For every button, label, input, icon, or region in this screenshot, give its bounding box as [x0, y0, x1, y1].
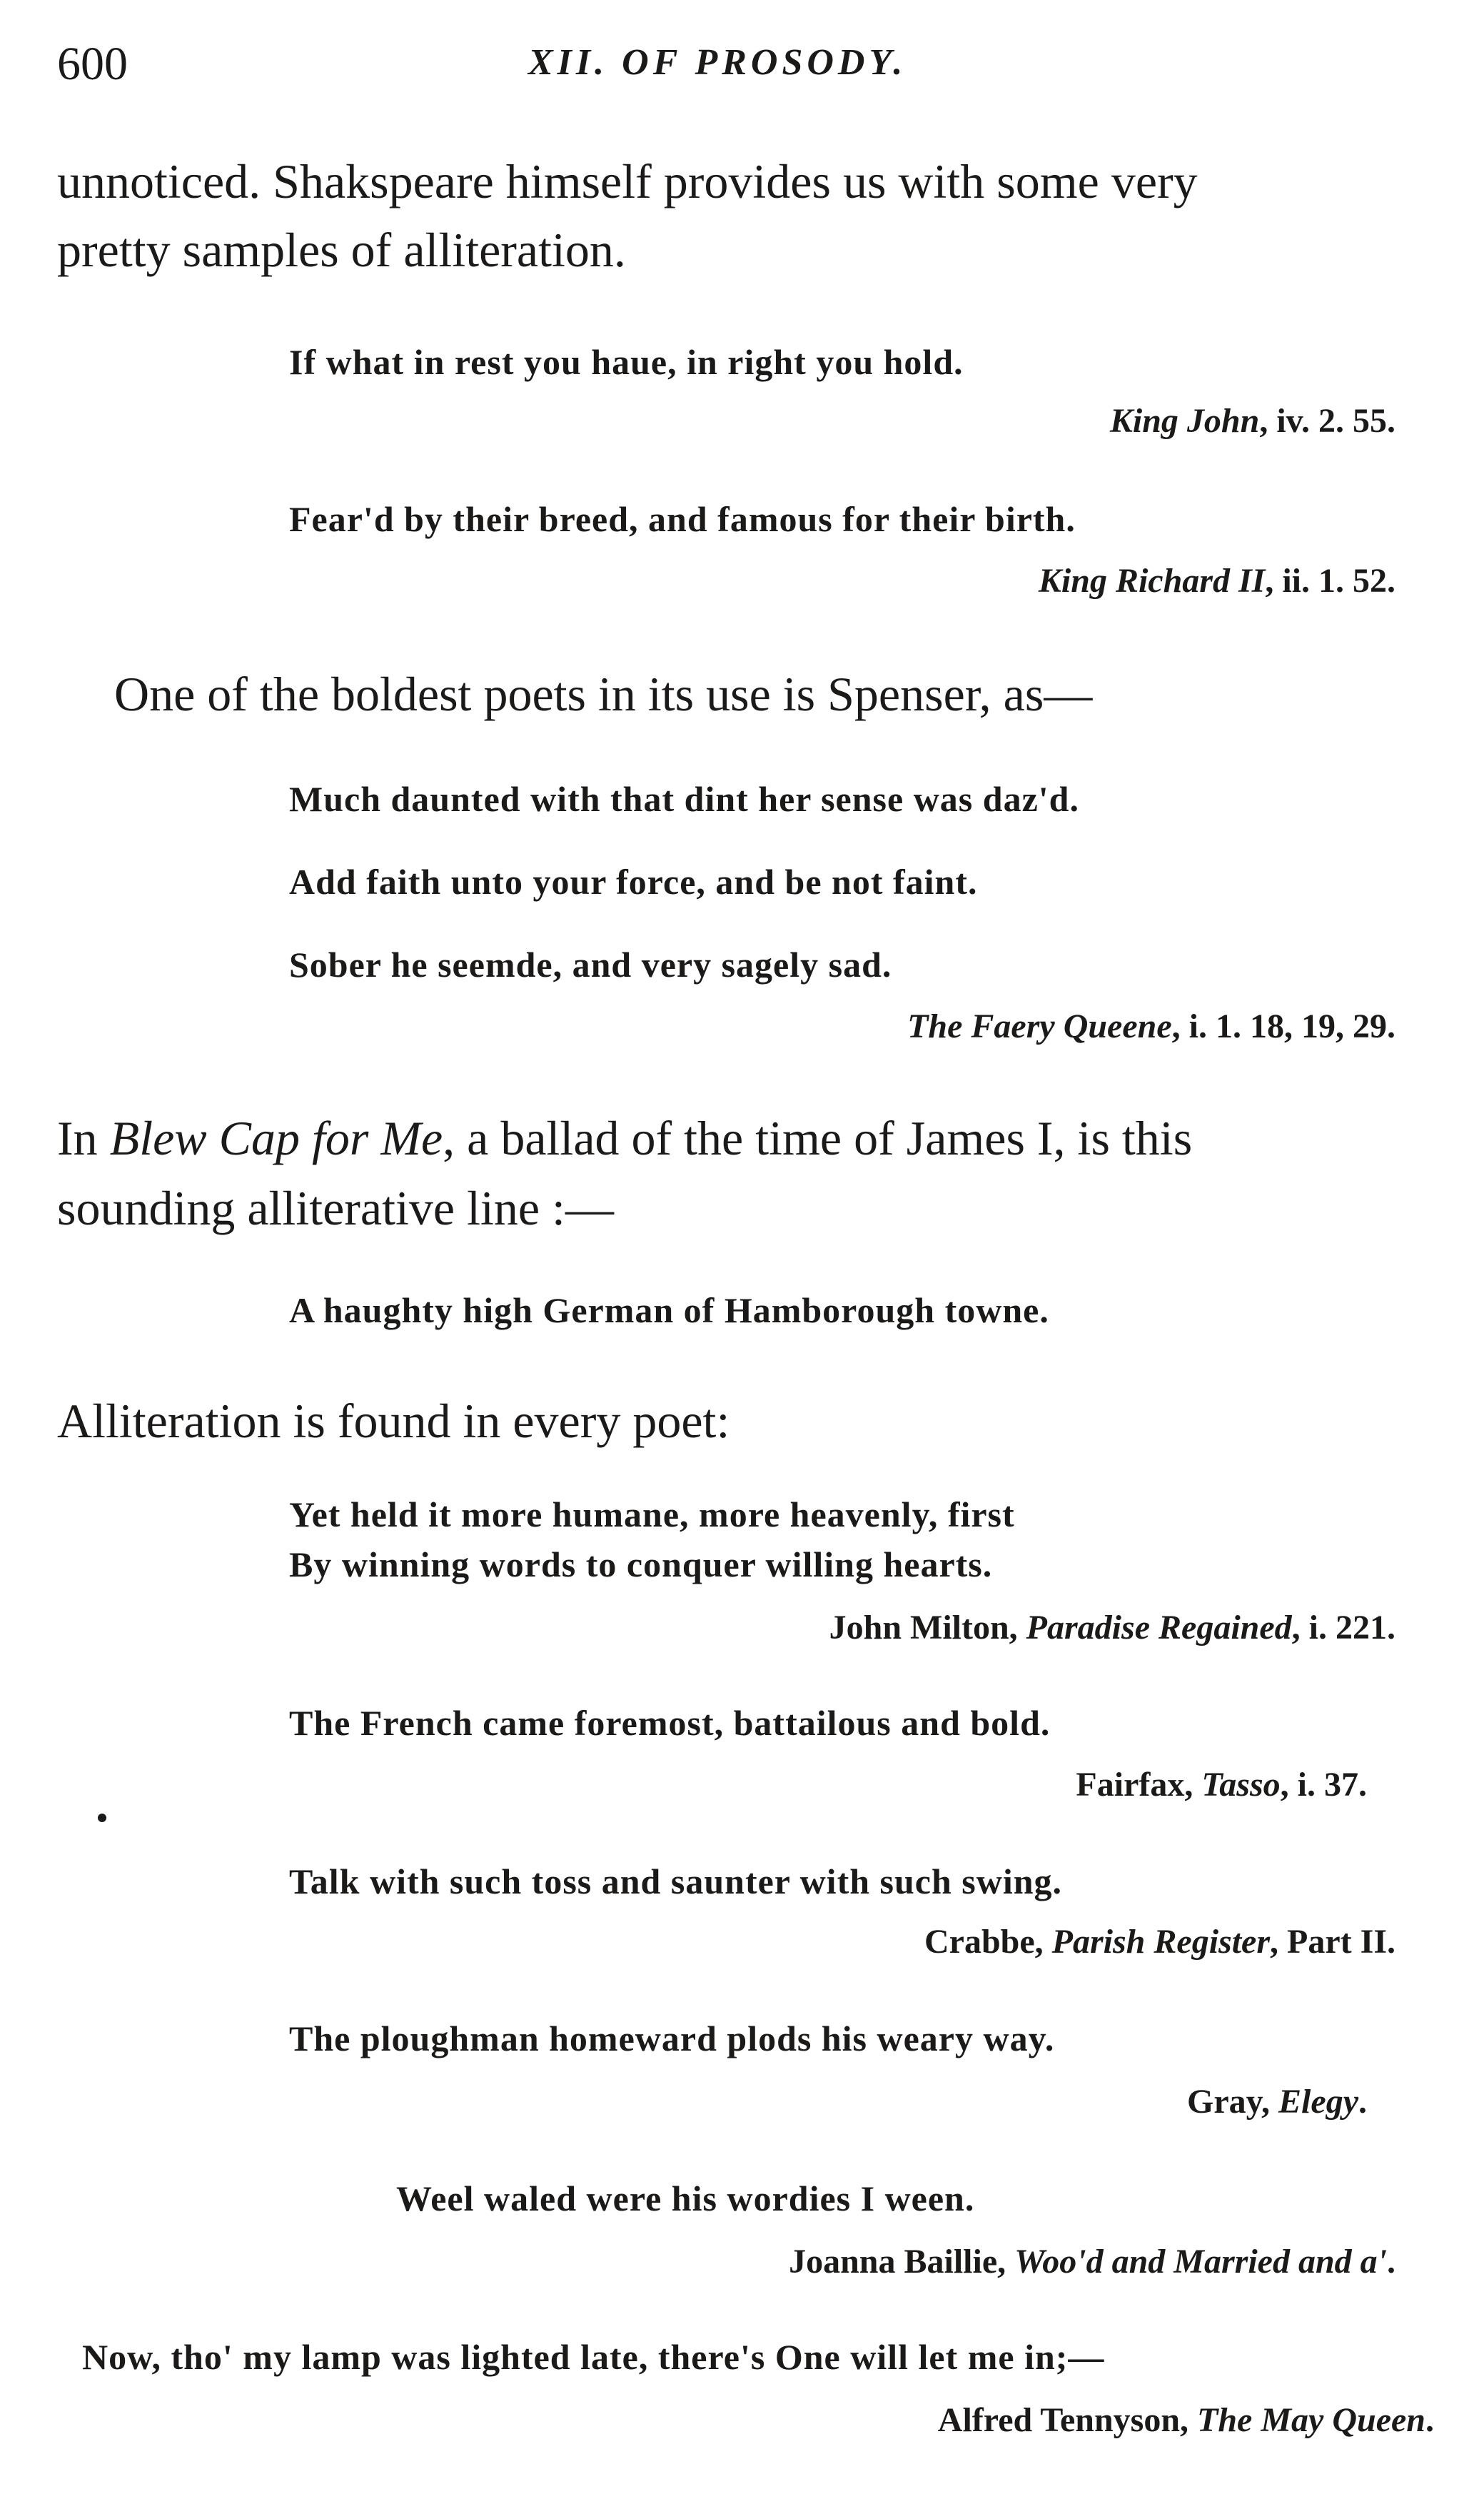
citation-title: Woo'd and Married and a': [1014, 2243, 1387, 2281]
paragraph-text: , a ballad of the time of James I, is this: [443, 1111, 1193, 1165]
citation-title: Paradise Regained: [1026, 1609, 1292, 1646]
paragraph-line: One of the boldest poets in its use is Spenser, as—: [114, 667, 1093, 721]
paragraph-line: pretty samples of alliteration.: [57, 223, 626, 277]
citation-author: John Milton,: [829, 1609, 1026, 1646]
stray-mark: [98, 1814, 106, 1822]
citation: [1187, 2082, 1367, 2121]
verse-line: The ploughman homeward plods his weary way.: [289, 2018, 1055, 2058]
citation: [907, 1007, 1395, 1046]
citation: [789, 2242, 1395, 2281]
citation-title: Elegy: [1278, 2083, 1358, 2121]
verse-line: Talk with such toss and saunter with such swing.: [289, 1861, 1063, 1901]
paragraph-line: [57, 1104, 1192, 1172]
verse-line: Now, tho' my lamp was lighted late, there's One will let me in;—: [82, 2337, 1105, 2377]
citation-title: King Richard II: [1038, 562, 1266, 600]
ballad-title: Blew Cap for Me: [109, 1111, 443, 1165]
citation-author: Joanna Baillie,: [789, 2243, 1015, 2281]
verse-line: A haughty high German of Hamborough towne.: [289, 1290, 1049, 1330]
citation: [924, 1922, 1395, 1961]
citation-ref: , Part II.: [1270, 1923, 1395, 1961]
citation: [1076, 1765, 1367, 1804]
citation-author: Fairfax,: [1076, 1766, 1202, 1804]
citation-ref: .: [1387, 2243, 1395, 2281]
citation-author: Crabbe,: [924, 1923, 1052, 1961]
citation-title: The Faery Queene: [907, 1007, 1172, 1045]
citation-author: Alfred Tennyson,: [937, 2401, 1198, 2439]
verse-line: Add faith unto your force, and be not faint.: [289, 862, 978, 902]
verse-line: Much daunted with that dint her sense was daz'd.: [289, 779, 1079, 819]
citation-ref: , ii. 1. 52.: [1265, 562, 1395, 600]
page-number: 600: [57, 38, 128, 90]
citation-ref: .: [1358, 2083, 1367, 2121]
citation-ref: .: [1425, 2401, 1434, 2439]
verse-line: Yet held it more humane, more heavenly, first: [289, 1494, 1015, 1534]
citation-ref: , iv. 2. 55.: [1259, 402, 1395, 440]
verse-line: Weel waled were his wordies I ween.: [396, 2178, 975, 2218]
citation-title: The May Queen: [1197, 2401, 1425, 2439]
running-title: XII. OF PROSODY.: [528, 42, 907, 83]
paragraph-text: In: [57, 1111, 110, 1165]
verse-line: Fear'd by their breed, and famous for their birth.: [289, 499, 1076, 539]
verse-line: Sober he seemde, and very sagely sad.: [289, 945, 892, 985]
citation-ref: , i. 221.: [1291, 1609, 1395, 1646]
citation-title: Tasso: [1201, 1766, 1281, 1804]
verse-line: The French came foremost, battailous and bold.: [289, 1703, 1051, 1743]
citation-ref: , i. 37.: [1280, 1766, 1367, 1804]
paragraph-line: sounding alliterative line :—: [57, 1181, 614, 1235]
verse-line: By winning words to conquer willing hearts.: [289, 1544, 993, 1584]
citation: [1110, 401, 1395, 441]
citation-ref: , i. 1. 18, 19, 29.: [1171, 1007, 1395, 1045]
paragraph-line: unnoticed. Shakspeare himself provides us with some very: [57, 154, 1198, 208]
verse-line: If what in rest you haue, in right you hold.: [289, 342, 964, 382]
citation-author: Gray,: [1187, 2083, 1279, 2121]
citation-title: King John: [1109, 402, 1260, 440]
citation-title: Parish Register: [1051, 1923, 1271, 1961]
citation: [829, 1608, 1395, 1647]
paragraph-line: Alliteration is found in every poet:: [57, 1394, 730, 1448]
citation: [938, 2400, 1434, 2440]
citation: [1039, 561, 1395, 600]
